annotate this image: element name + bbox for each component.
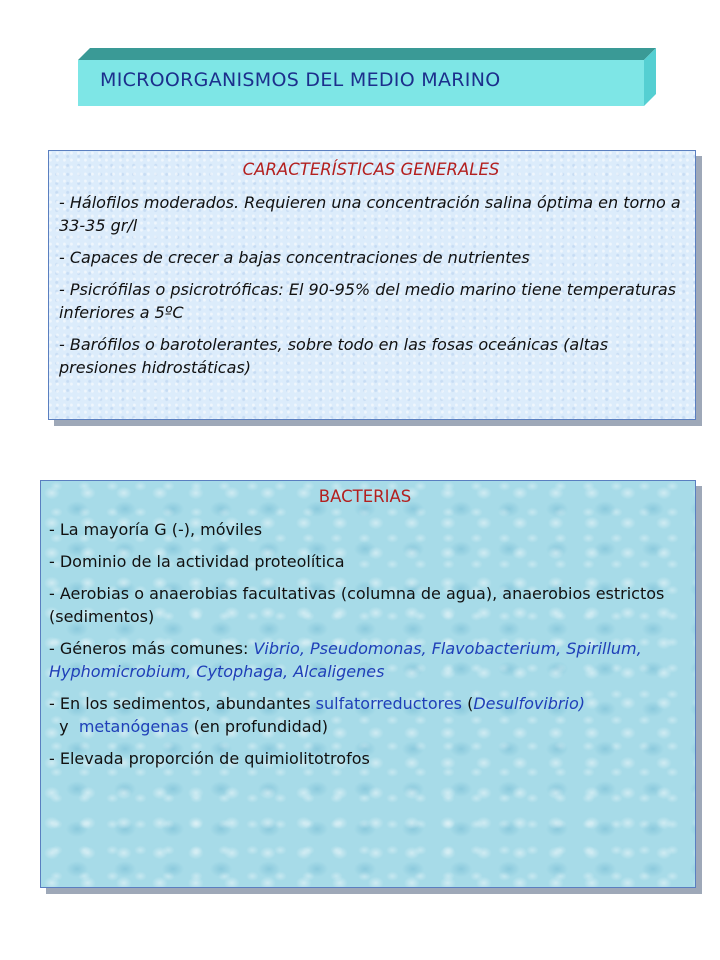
caracteristicas-panel [48, 150, 696, 420]
profundidad-note: (en profundidad) [188, 717, 328, 736]
bacterias-heading: BACTERIAS [318, 487, 412, 506]
title-banner [78, 48, 656, 106]
caracteristica-item: - Capaces de crecer a bajas concentraciones de nutrientes [59, 248, 530, 267]
bacteria-item: - Elevada proporción de quimiolitotrofos [49, 749, 370, 768]
banner-top-face [78, 48, 656, 60]
caracteristica-item: - Hálofilos moderados. Requieren una concentración salina óptima en torno a 33-35 gr/l [59, 193, 681, 235]
bacteria-item-generos [49, 637, 681, 683]
caracteristica-item: - Barófilos o barotolerantes, sobre todo en las fosas oceánicas (altas presiones hidrostáticas) [59, 335, 609, 377]
bacteria-item: - Dominio de la actividad proteolítica [49, 552, 345, 571]
bacterias-panel [40, 480, 696, 888]
bacteria-item: - La mayoría G (-), móviles [49, 520, 263, 539]
metanogenas-term: metanógenas [78, 717, 189, 736]
sedimentos-label: - En los sedimentos, abundantes [49, 694, 316, 713]
conjunction-y: y [49, 717, 79, 736]
sulfatorreductores-term: sulfatorreductores [315, 694, 463, 713]
paren-open: ( [462, 694, 474, 713]
caracteristicas-heading: CARACTERÍSTICAS GENERALES [242, 160, 500, 179]
generos-list: Vibrio, Pseudomonas, Flavobacterium, Spirillum, Hyphomicrobium, Cytophaga, Alcaligenes [49, 639, 642, 681]
page-title: MICROORGANISMOS DEL MEDIO MARINO [100, 69, 501, 91]
bacteria-item: - Aerobias o anaerobias facultativas (columna de agua), anaerobios estrictos (sedimentos) [49, 584, 665, 626]
generos-label: - Géneros más comunes: [49, 639, 254, 658]
bacteria-item-sedimentos [49, 692, 681, 738]
caracteristica-item: - Psicrófilas o psicrotróficas: El 90-95% del medio marino tiene temperaturas inferiores a 5ºC [59, 280, 676, 322]
desulfovibrio-term: Desulfovibrio) [473, 694, 585, 713]
